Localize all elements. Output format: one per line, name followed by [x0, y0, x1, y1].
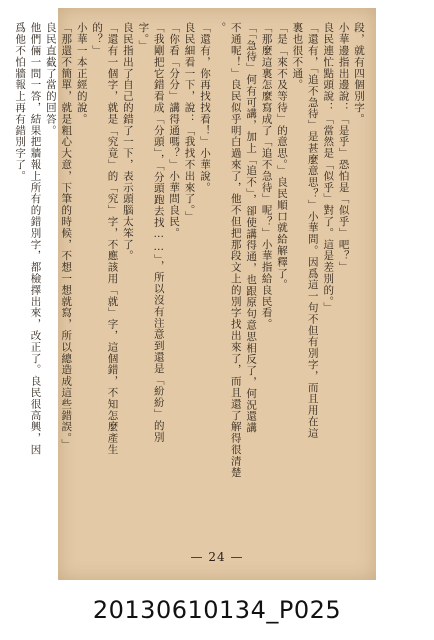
text-line: 「那還不簡單，就是粗心大意，下筆的時候，不想一想就寫，所以總造成這些錯誤。」 — [60, 22, 73, 450]
page-number: — 24 — — [190, 550, 244, 564]
text-line: 。 — [214, 22, 227, 34]
text-line: 良民連忙點頭說：「當然是「似乎」對了。這是差別的。」 — [322, 22, 335, 314]
text-line: 他們倆一問一答，結果把牆報上所有的錯別字，都檢擇出來，改正了。良民很高興，因 — [29, 22, 42, 456]
vertical-text-body — [14, 22, 366, 537]
text-line: 「「急待」何有可講，加上「追不」，卻使講得通，也跟原句意思相反了，何況還講 — [245, 22, 258, 434]
text-line: 良民細看一下，說：「我找不出來了。」 — [183, 22, 196, 222]
text-line: 的？」 — [91, 22, 104, 57]
text-line: 段，就有四個別字。 — [353, 22, 365, 125]
text-line: 「還有，「追不急待」是甚麼意思？」小華問。因爲這一句不但有別字，而且用在這 — [306, 22, 319, 439]
text-line: 「還有，你再找找看！」小華說。 — [198, 22, 211, 193]
text-line: 爲他不怕牆報上再有錯別字了。 — [14, 22, 27, 182]
text-line: 良民直截了當的回答。 — [44, 22, 57, 136]
text-line: 小華一本正經的說。 — [75, 22, 88, 125]
image-caption: 20130610134_P025 — [92, 596, 342, 624]
text-line: 良民指出了自己的錯了一下，表示頭腦太笨了。 — [121, 22, 134, 262]
text-line: 小華邊指出邊說：「是乎」恐怕是「似乎」吧？」 — [337, 22, 350, 273]
text-line: 裏也很不通。 — [291, 22, 304, 91]
text-line: 不通呢！」良民似乎明白過來了，他不但把那段文上的別字找出來了，而且還了解得很清楚 — [229, 22, 242, 478]
text-line: 「你看「分分」講得通嗎？」小華問良民。 — [168, 22, 181, 239]
text-line: 「那麼這裏怎麼寫成了「追不急待」呢？」小華指給良民看。 — [260, 22, 273, 330]
text-line: 「我剛把它錯看成「分頭」，「分頭跑去找……」，所以沒有注意到還是「紛紛」的別 — [152, 22, 165, 443]
text-line: 「是「來不及等待」的意思。」良民順口就給解釋了。 — [275, 22, 288, 291]
book-page — [14, 8, 376, 580]
text-line: 字。」 — [137, 22, 150, 51]
text-line: 「還有一個字，就是「究竟」的「究」字，不應該用「就」字，這個錯，不知怎麼產生 — [106, 22, 119, 456]
